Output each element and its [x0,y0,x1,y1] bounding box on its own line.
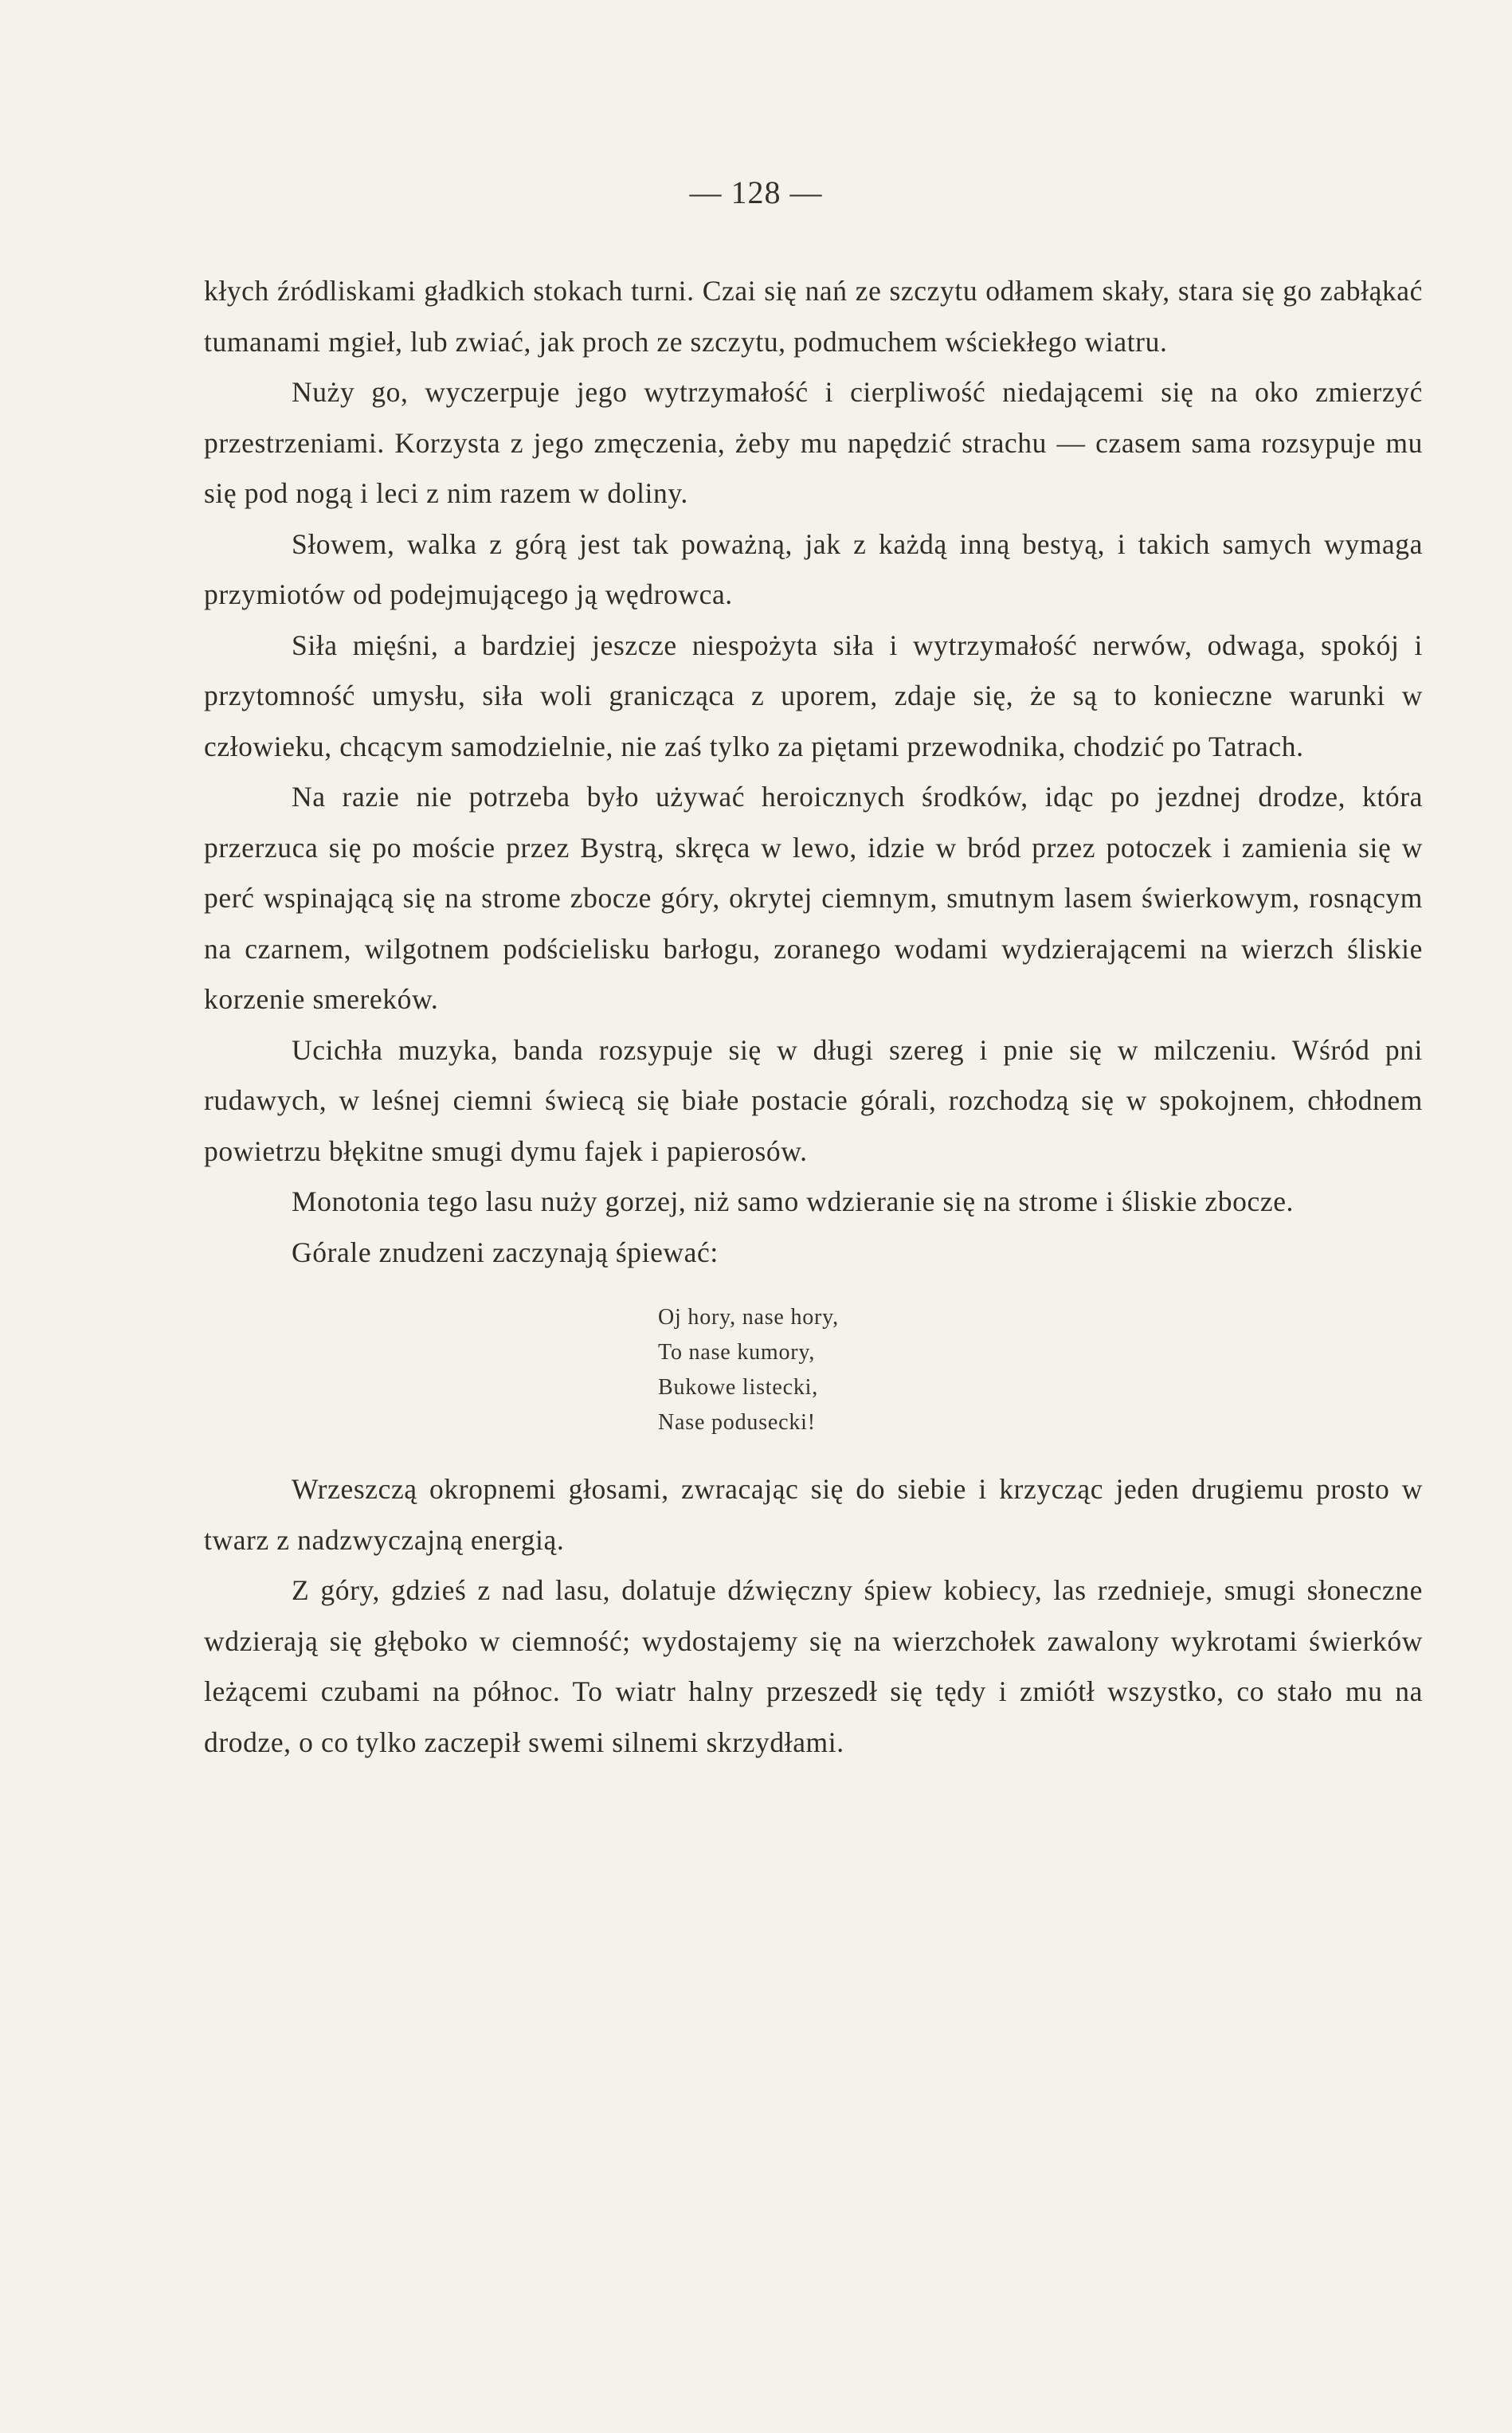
paragraph: Siła mięśni, a bardziej jeszcze niespożyta siła i wytrzymałość nerwów, odwaga, spokój i przytomność umysłu, siła woli granicząca z uporem, zdaje się, że są to konieczne warunki w człowieku, chcącym samodzielnie, nie zaś tylko za piętami przewodnika, chodzić po Tatrach. [204,629,1423,762]
paragraph: Z góry, gdzieś z nad lasu, dolatuje dźwięczny śpiew kobiecy, las rzednieje, smugi słoneczne wdzierają się głęboko w ciemność; wydostajemy się na wierzchołek zawalony wykrotami świerków leżącemi czubami na północ. To wiatr halny przeszedł się tędy i zmiótł wszystko, co stało mu na drodze, o co tylko zaczepił swemi silnemi skrzydłami. [204,1574,1423,1758]
paragraph: Na razie nie potrzeba było używać heroicznych środków, idąc po jezdnej drodze, która przerzuca się po moście przez Bystrą, skręca w lewo, idzie w bród przez potoczek i zamienia się w perć wspinającą się na strome zbocze góry, okrytej ciemnym, smutnym lasem świerkowym, rosnącym na czarnem, wilgotnem podścielisku barłogu, zoranego wodami wydzierającemi na wierzch śliskie korzenie smereków. [204,781,1423,1015]
verse-line: Oj hory, nase hory, [658,1305,839,1330]
verse-line: Nase podusecki! [658,1410,816,1435]
paragraph: Monotonia tego lasu nuży gorzej, niż samo wdzieranie się na strome i śliskie zbocze. [292,1185,1295,1217]
verse-line: To nase kumory, [658,1340,816,1365]
paragraph: Wrzeszczą okropnemi głosami, zwracając się do siebie i krzycząc jeden drugiemu prosto w twarz z nadzwyczajną energią. [204,1473,1423,1556]
paragraph: Słowem, walka z górą jest tak poważną, jak z każdą inną bestyą, i takich samych wymaga przymiotów od podejmującego ją wędrowca. [204,527,1423,610]
paragraph: kłych źródliskami gładkich stokach turni. Czai się nań ze szczytu odłamem skały, stara się go zabłąkać tumanami mgieł, lub zwiać, jak proch ze szczytu, podmuchem wściekłego wiatru. [204,275,1423,358]
song-verse [658,1300,1423,1440]
paragraph: Górale znudzeni zaczynają śpiewać: [292,1236,719,1268]
paragraph: Ucichła muzyka, banda rozsypuje się w długi szereg i pnie się w milczeniu. Wśród pni rudawych, w leśnej ciemni świecą się białe postacie górali, rozchodzą się w spokojnem, chłodnem powietrzu błękitne smugi dymu fajek i papierosów. [204,1033,1423,1167]
body-text [204,266,1423,1768]
verse-line: Bukowe listecki, [658,1375,818,1400]
paragraph: Nuży go, wyczerpuje jego wytrzymałość i cierpliwość niedającemi się na oko zmierzyć przestrzeniami. Korzysta z jego zmęczenia, żeby mu napędzić strachu — czasem sama rozsypuje mu się pod nogą i leci z nim razem w doliny. [204,376,1423,509]
page-number: — 128 — [689,174,823,210]
